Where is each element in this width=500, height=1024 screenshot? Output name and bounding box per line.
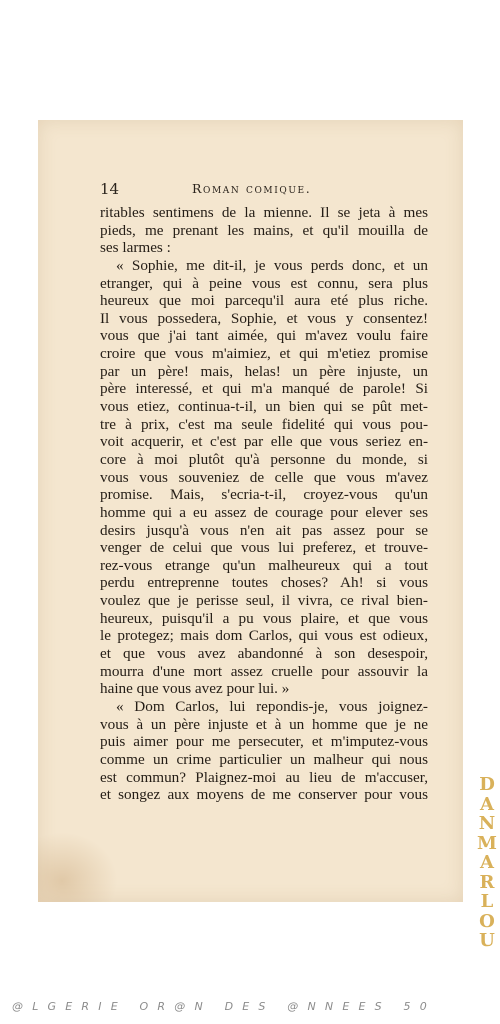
text-line: vous à un père injuste et à un homme que je ne <box>100 715 428 733</box>
footer-watermark: @LGERIE OR@N DES @NNEES 50 <box>12 1000 436 1013</box>
text-line: le protegez; mais dom Carlos, qui vous est odieux, <box>100 627 428 645</box>
page-header <box>100 180 440 200</box>
text-line: Il vous possedera, Sophie, et vous y consentez! <box>100 309 428 327</box>
text-line: etranger, qui à peine vous est connu, sera plus <box>100 274 428 292</box>
text-line: haine que vous avez pour lui. » <box>100 680 290 698</box>
text-line: homme qui a eu assez de courage pour elever ses <box>100 503 428 521</box>
text-line: ses larmes : <box>100 239 171 257</box>
text-line: mourra d'une mort assez cruelle pour assouvir la <box>100 662 428 680</box>
text-line: vous vous souveniez de celle que vous m'avez <box>100 468 428 486</box>
text-line: vous que j'ai tant aimée, qui m'avez voulu faire <box>100 327 428 345</box>
text-line: rez-vous etrange qu'un malheureux qui a tout <box>100 556 428 574</box>
text-line: est commun? Plaignez-moi au lieu de m'accuser, <box>100 768 428 786</box>
text-line: comme un crime particulier un malheur qui nous <box>100 750 428 768</box>
text-line: « Dom Carlos, lui repondis-je, vous joignez- <box>116 697 428 715</box>
text-line: vous etiez, continua-t-il, un bien qui se pût met- <box>100 398 428 416</box>
text-line: par un père! mais, helas! un père injuste, un <box>100 362 428 380</box>
text-line: « Sophie, me dit-il, je vous perds donc, et un <box>116 256 428 274</box>
text-line: venger de celui que vous lui preferez, et trouve- <box>100 539 428 557</box>
text-line: et songez aux moyens de me conserver pour vous <box>100 786 428 804</box>
text-line: voulez que je perisse seul, il vivra, ce rival bien- <box>100 592 428 610</box>
running-title: Roman comique. <box>192 181 312 196</box>
text-line: père interessé, et qui m'a manqué de parole! Si <box>100 380 428 398</box>
page-number: 14 <box>100 180 120 198</box>
vertical-watermark: D A N M A R L O U <box>477 774 497 951</box>
text-line: heureux que moi parcequ'il aura eté plus riche. <box>100 292 428 310</box>
text-line: puis aimer pour me persecuter, et m'imputez-vous <box>100 733 428 751</box>
page-body-text <box>100 204 428 804</box>
text-line: desirs jusqu'à vous n'en ait pas assez pour se <box>100 521 428 539</box>
text-line: croire que vous m'aimiez, et qui m'etiez promise <box>100 345 428 363</box>
text-line: ritables sentimens de la mienne. Il se jeta à mes <box>100 204 428 221</box>
text-line: pieds, me prenant les mains, et qu'il mouilla de <box>100 221 428 239</box>
text-line: promise. Mais, s'ecria-t-il, croyez-vous qu'un <box>100 486 428 504</box>
text-line: heureux, puisqu'il a pu vous plaire, et que vous <box>100 609 428 627</box>
text-line: core à moi plutôt qu'à personne du monde, si <box>100 450 428 468</box>
text-line: perdu entreprenne toutes choses? Ah! si vous <box>100 574 428 592</box>
text-line: tre à prix, c'est ma seule fidelité qui vous pou- <box>100 415 428 433</box>
book-page <box>38 120 463 902</box>
text-line: et que vous avez abandonné à son desespoir, <box>100 645 428 663</box>
text-line: voit acquerir, et c'est par elle que vous seriez en- <box>100 433 428 451</box>
